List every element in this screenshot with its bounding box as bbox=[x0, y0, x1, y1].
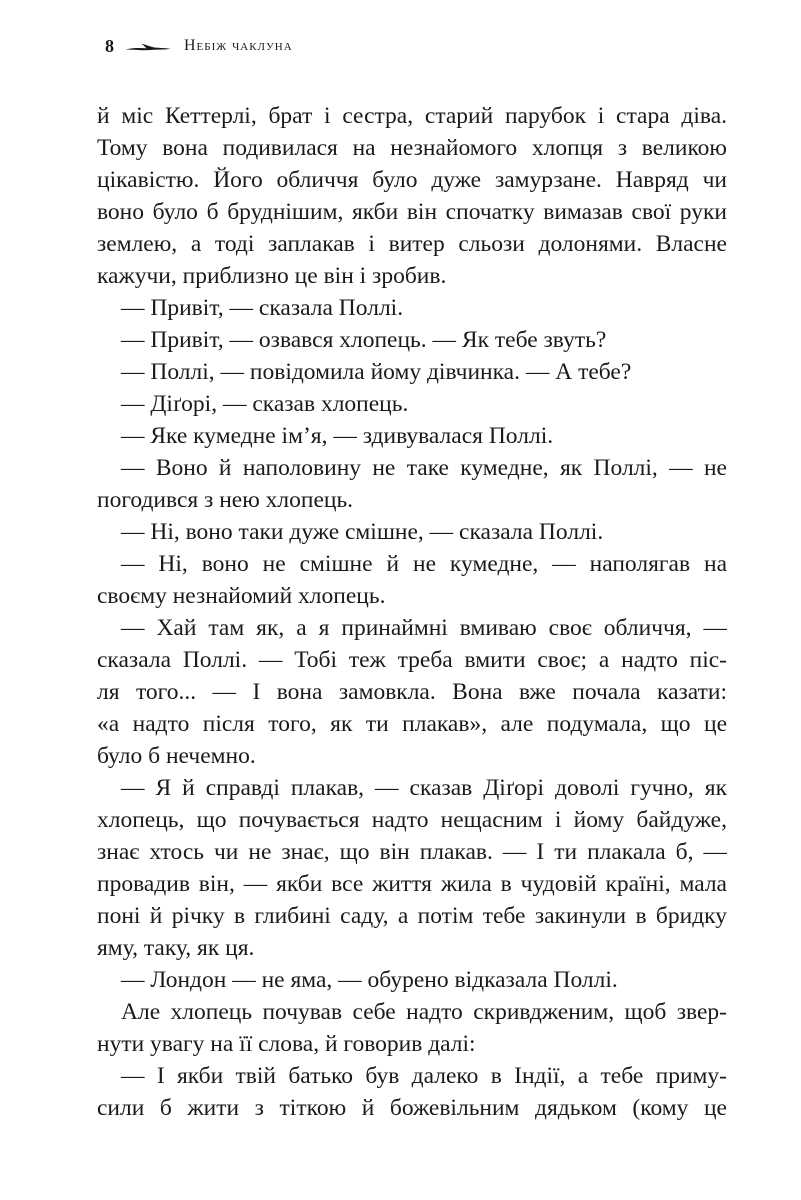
text-line: ля того... — І вона замовкла. Вона вже почала казати: bbox=[97, 679, 727, 705]
text-line: знає хтось чи не знає, що він плакав. — І ти плакала б, — bbox=[97, 839, 727, 865]
page-number: 8 bbox=[105, 36, 114, 56]
text-line: — І якби твій батько був далеко в Індії, а тебе приму- bbox=[121, 1063, 727, 1089]
text-line: — Хай там як, а я принаймні вмиваю своє обличчя, — bbox=[121, 615, 727, 641]
text-line: сили б жити з тіткою й божевільним дядьком (кому це bbox=[97, 1095, 727, 1121]
text-line: — Я й справді плакав, — сказав Діґорі доволі гучно, як bbox=[121, 775, 727, 801]
text-line: — Діґорі, — сказав хлопець. bbox=[121, 391, 409, 417]
text-line: своєму незнайомий хлопець. bbox=[97, 583, 386, 609]
text-line: — Поллі, — повідомила йому дівчинка. — А тебе? bbox=[121, 359, 632, 385]
text-line: провадив він, — якби все життя жила в чудовій країні, мала bbox=[97, 871, 727, 897]
text-line: — Ні, воно не смішне й не кумедне, — наполягав на bbox=[121, 551, 727, 577]
text-line: поні й річку в глибині саду, а потім тебе закинули в бридку bbox=[97, 903, 727, 929]
text-line: цікавістю. Його обличчя було дуже замурзане. Навряд чи bbox=[97, 167, 727, 193]
text-line: — Ні, воно таки дуже смішне, — сказала Поллі. bbox=[121, 519, 604, 545]
text-line: — Привіт, — сказала Поллі. bbox=[121, 295, 404, 321]
text-line: погодився з нею хлопець. bbox=[97, 487, 354, 513]
text-line: землею, а тоді заплакав і витер сльози долонями. Власне bbox=[97, 231, 727, 257]
text-line: було б нечемно. bbox=[97, 743, 256, 769]
running-title: Небіж чаклуна bbox=[184, 37, 293, 54]
text-line: воно було б бруднішим, якби він спочатку вимазав свої руки bbox=[97, 199, 727, 225]
text-line: Тому вона подивилася на незнайомого хлопця з великою bbox=[97, 135, 727, 161]
text-line: — Яке кумедне ім’я, — здивувалася Поллі. bbox=[121, 423, 554, 449]
text-line: нути увагу на її слова, й говорив далі: bbox=[97, 1031, 476, 1057]
text-line: Але хлопець почував себе надто скривдженим, щоб звер- bbox=[121, 999, 727, 1025]
text-line: кажучи, приблизно це він і зробив. bbox=[97, 263, 447, 289]
page-header bbox=[105, 36, 293, 56]
bird-swoosh-icon bbox=[124, 41, 172, 55]
body-text bbox=[97, 100, 727, 1124]
text-line: — Воно й наполовину не таке кумедне, як Поллі, — не bbox=[121, 455, 727, 481]
text-line: «а надто після того, як ти плакав», але подумала, що це bbox=[97, 711, 727, 737]
text-line: — Лондон — не яма, — обурено відказала Поллі. bbox=[121, 967, 618, 993]
text-line: — Привіт, — озвався хлопець. — Як тебе звуть? bbox=[121, 327, 607, 353]
text-line: сказала Поллі. — Тобі теж треба вмити своє; а надто піс- bbox=[97, 647, 727, 673]
text-line: яму, таку, як ця. bbox=[97, 935, 255, 961]
text-line: й міс Кеттерлі, брат і сестра, старий парубок і стара діва. bbox=[97, 103, 727, 129]
text-line: хлопець, що почувається надто нещасним і йому байдуже, bbox=[97, 807, 727, 833]
